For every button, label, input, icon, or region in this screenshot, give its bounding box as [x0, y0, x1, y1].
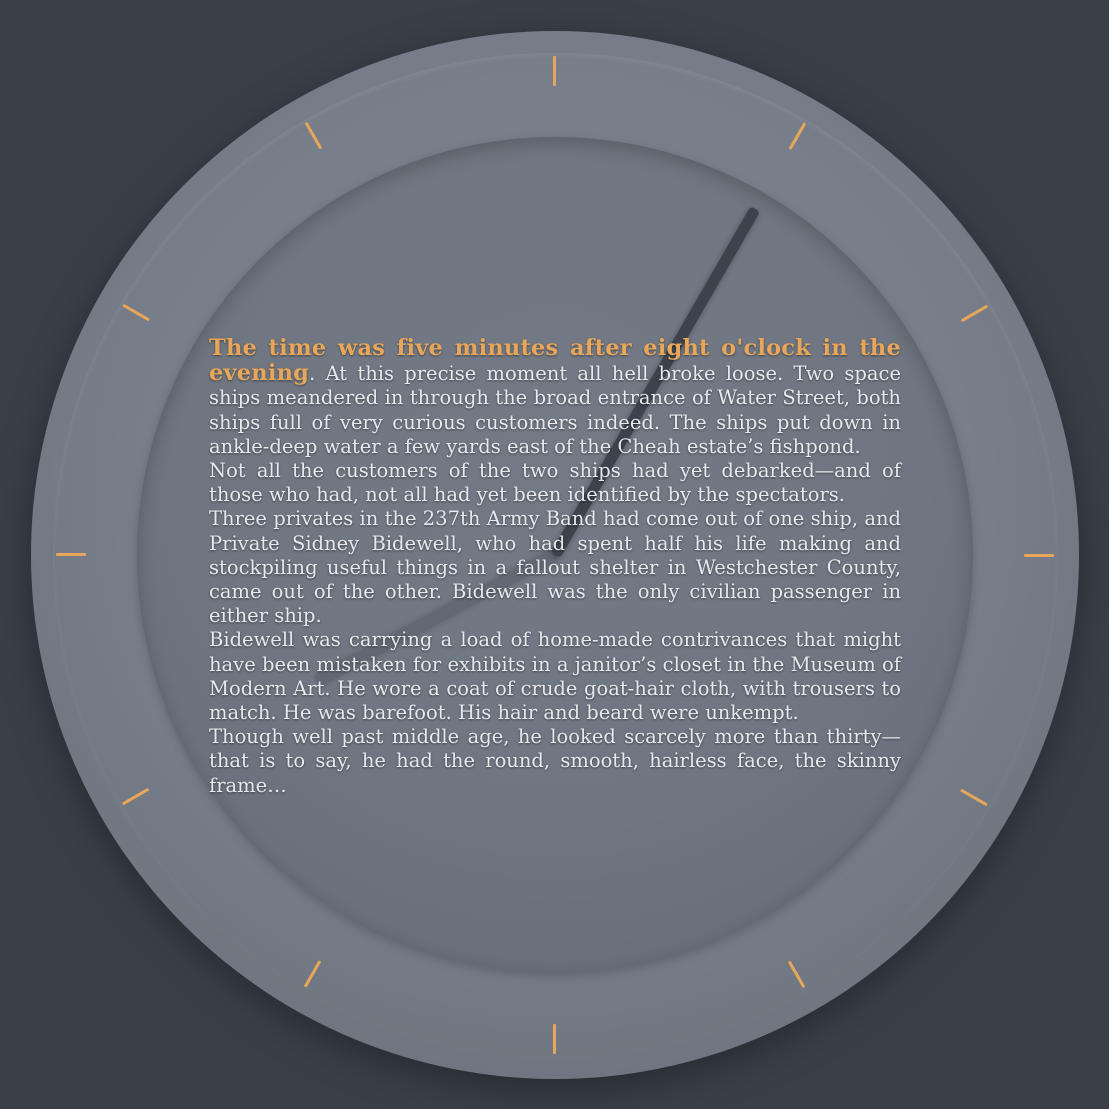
- story-lead-sentence: The time was five minutes after eight o'clock in the evening: [209, 335, 901, 387]
- story-paragraph-4: Bidewell was carrying a load of home-made contrivances that might have been mistaken for exhibits in a janitor’s closet in the Museum of Modern Art. He wore a coat of crude goat-hair cloth, with trousers to match. He was barefoot. His hair and beard were unkempt.: [209, 628, 901, 725]
- story-paragraph-1: [209, 336, 901, 459]
- story-text-block: [209, 336, 901, 798]
- story-paragraph-3: Three privates in the 237th Army Band had come out of one ship, and Private Sidney Bidewell, who had spent half his life making and stockpiling useful things in a fallout shelter in Westchester County, came out of the other. Bidewell was the only civilian passenger in either ship.: [209, 507, 901, 628]
- story-paragraph-1-rest: . At this precise moment all hell broke loose. Two space ships meandered in through the broad entrance of Water Street, both ships full of very curious customers indeed. The ships put down in ankle-deep water a few yards east of the Cheah estate’s fishpond.: [209, 362, 901, 458]
- story-paragraph-5: Though well past middle age, he looked scarcely more than thirty—that is to say, he had the round, smooth, hairless face, the skinny frame…: [209, 725, 901, 797]
- story-paragraph-2: Not all the customers of the two ships had yet debarked—and of those who had, not all had yet been identified by the spectators.: [209, 459, 901, 507]
